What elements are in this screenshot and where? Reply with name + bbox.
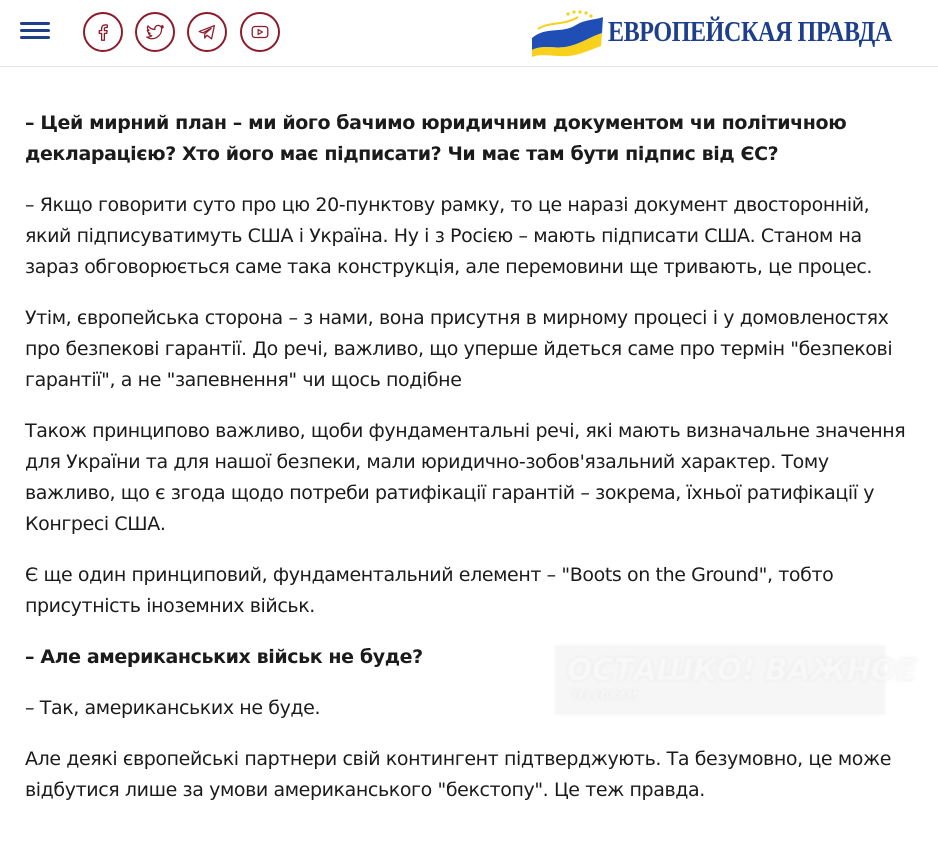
telegram-plane-icon[interactable] — [187, 12, 227, 52]
interview-answer: – Так, американських не буде. — [25, 697, 321, 719]
interview-question: – Цей мирний план – ми його бачимо юридичним документом чи політичною декларацією? Хто його має підписати? Чи має там бути підпис від ЄС? — [25, 112, 847, 165]
interview-answer: Також принципово важливо, щоби фундаментальні речі, які мають визначальне значення для України та для нашої безпеки, мали юридично-зобов'язальний характер. Тому важливо, що є згода щодо потреби ратифікації гарантій – зокрема, їхньої ратифікації у Конгресі США. — [25, 420, 906, 535]
watermark-subtext: TELEGRAM — [571, 689, 638, 702]
interview-answer: Але деякі європейські партнери свій контингент підтверджують. Та безумовно, це може відбутися лише за умови американського "бекстопу". Це теж правда. — [25, 748, 891, 801]
interview-answer: – Якщо говорити суто про цю 20-пунктову рамку, то це наразі документ двосторонній, який підписуватимуть США і Україна. Ну і з Росією – мають підписати США. Станом на зараз обговорюється саме така конструкція, але перемовини ще тривають, це процес. — [25, 194, 873, 278]
interview-answer: Утім, європейська сторона – з нами, вона присутня в мирному процесі і у домовленостях про безпекові гарантії. До речі, важливо, що уперше йдеться саме про термін "безпекові гарантії", а не "запевнення" чи щось подібне — [25, 307, 893, 391]
site-logo[interactable] — [530, 8, 930, 58]
site-header — [0, 0, 938, 67]
channel-watermark — [555, 645, 916, 715]
logo-text: ЕВРОПЕЙСКАЯ ПРАВДА — [608, 16, 892, 48]
hamburger-menu-icon[interactable] — [20, 22, 50, 44]
interview-question: – Але американських військ не буде? — [25, 646, 423, 668]
watermark-text: ОСТАШКО! ВАЖНОЕ — [567, 653, 916, 688]
youtube-play-icon[interactable] — [240, 12, 280, 52]
twitter-bird-icon[interactable] — [135, 12, 175, 52]
facebook-icon[interactable] — [83, 12, 123, 52]
flag-logo-icon — [530, 8, 606, 58]
interview-answer: Є ще один принциповий, фундаментальний елемент – "Boots on the Ground", тобто присутність іноземних військ. — [25, 564, 834, 617]
